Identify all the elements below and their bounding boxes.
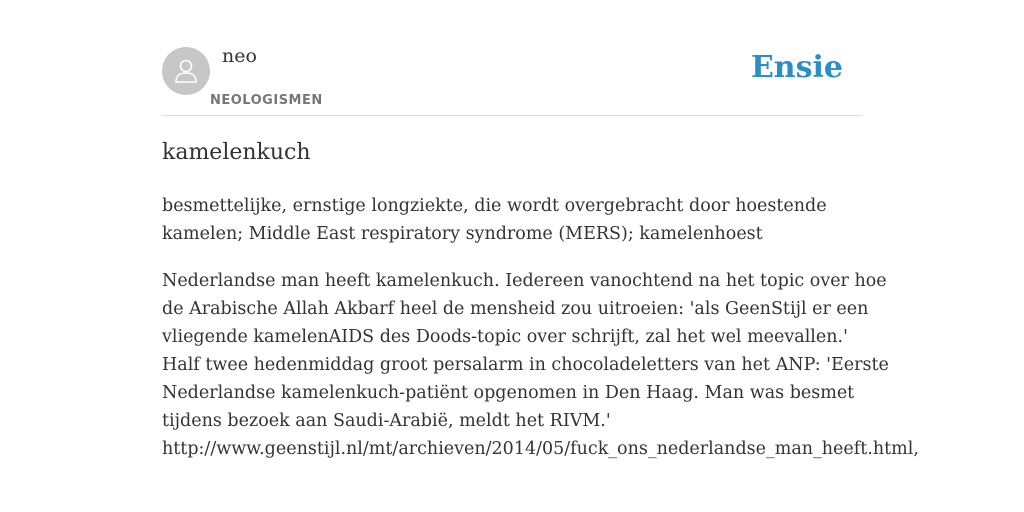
- example-line: de Arabische Allah Akbarf heel de mensheid zou uitroeien: 'als GeenStijl er een: [162, 299, 869, 319]
- definition-line: kamelen; Middle East respiratory syndrome (MERS); kamelenhoest: [162, 224, 763, 244]
- entry-definition: [162, 192, 882, 248]
- header-divider: [162, 115, 862, 116]
- author-name[interactable]: neo: [222, 45, 257, 67]
- user-icon: [171, 56, 201, 86]
- example-line: Nederlandse kamelenkuch-patiënt opgenomen in Den Haag. Man was besmet: [162, 383, 855, 403]
- entry-example: [162, 267, 919, 463]
- example-url-line: http://www.geenstijl.nl/mt/archieven/2014/05/fuck_ons_nederlandse_man_heeft.html,: [162, 439, 919, 459]
- avatar[interactable]: [162, 47, 210, 95]
- example-line: Nederlandse man heeft kamelenkuch. Iedereen vanochtend na het topic over hoe: [162, 271, 887, 291]
- definition-line: besmettelijke, ernstige longziekte, die wordt overgebracht door hoestende: [162, 196, 827, 216]
- example-line: vliegende kamelenAIDS des Doods-topic over schrijft, zal het wel meevallen.': [162, 327, 848, 347]
- example-line: tijdens bezoek aan Saudi-Arabië, meldt het RIVM.': [162, 411, 611, 431]
- example-line: Half twee hedenmiddag groot persalarm in chocoladeletters van het ANP: 'Eerste: [162, 355, 889, 375]
- entry-title: kamelenkuch: [162, 140, 311, 165]
- category-label[interactable]: NEOLOGISMEN: [210, 93, 323, 108]
- ensie-logo[interactable]: Ensie: [750, 50, 843, 85]
